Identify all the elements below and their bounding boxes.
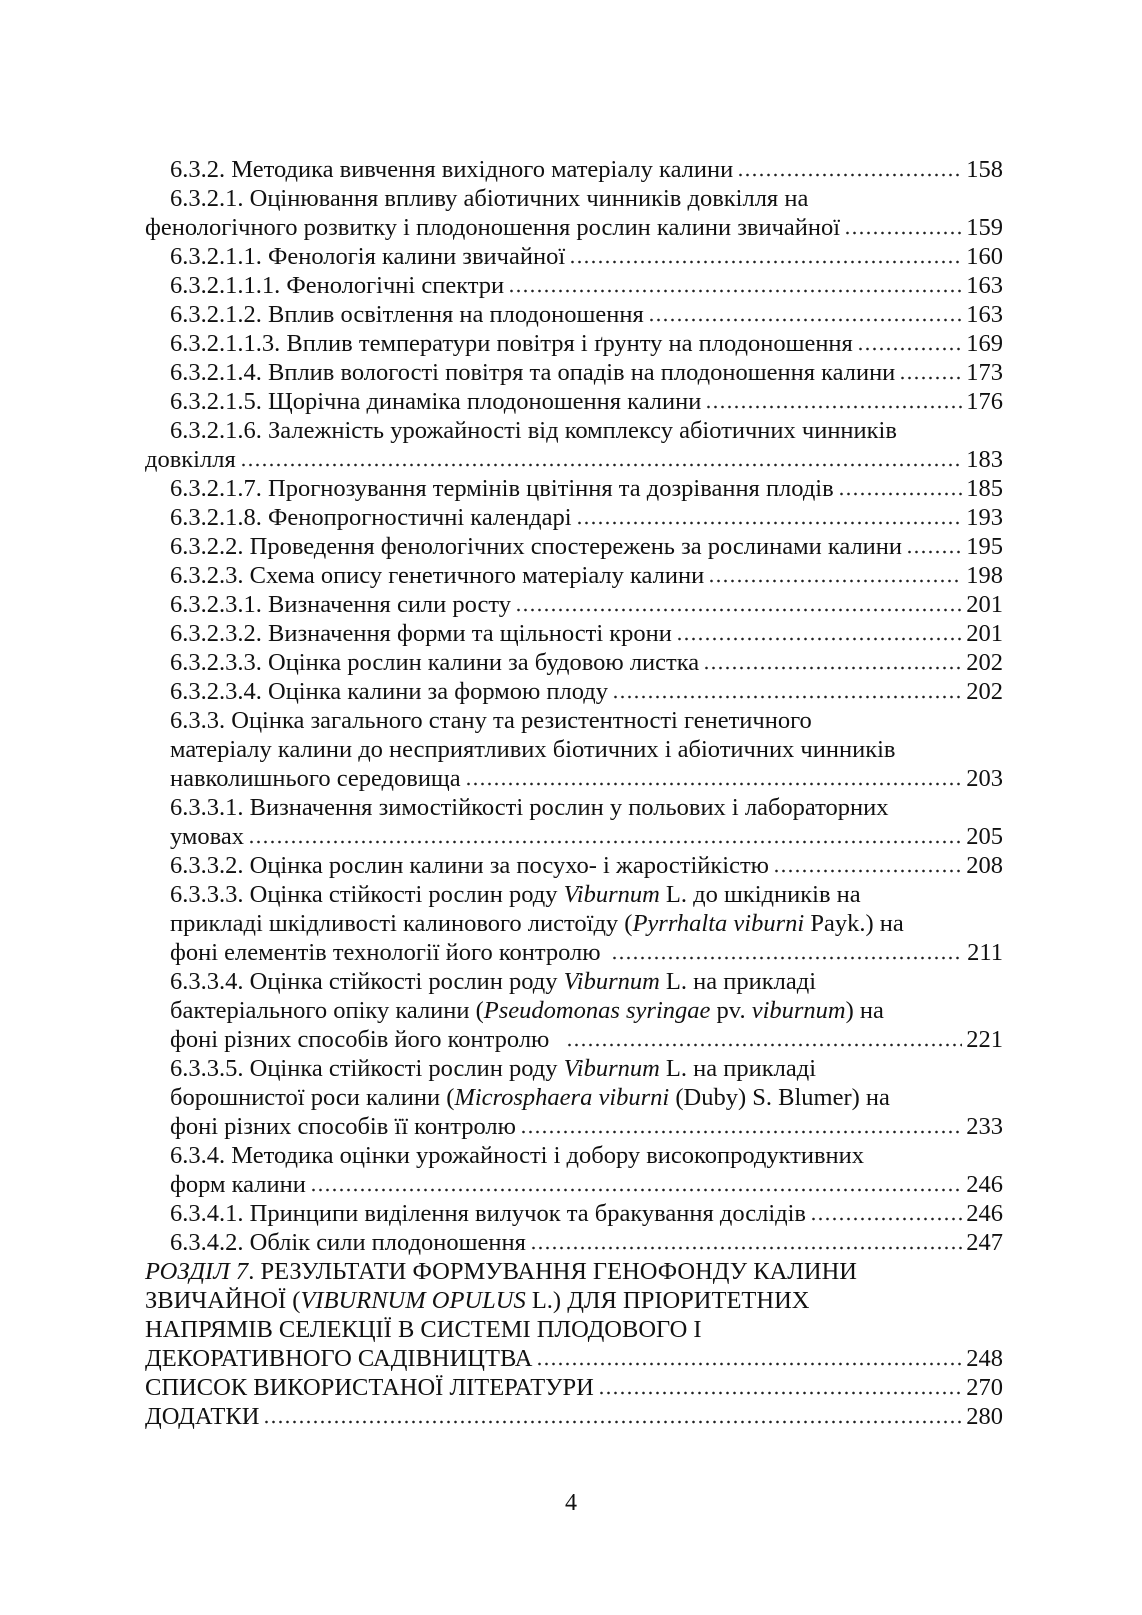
toc-entry-title: фоні елементів технології його контролю: [170, 939, 607, 966]
dot-leader: [899, 376, 962, 380]
toc-entry-page: 280: [966, 1403, 1003, 1430]
toc-entry-title: 6.3.2.2. Проведення фенологічних спостережень за рослинами калини: [170, 533, 903, 560]
toc-entry-page: 248: [966, 1345, 1003, 1372]
toc-entry: [145, 648, 1003, 677]
toc-entry-title: умовах: [170, 823, 245, 850]
dot-leader: [906, 550, 962, 554]
toc-entry-title: 6.3.2.1.1.3. Вплив температури повітря і ґрунту на плодоношення: [170, 330, 853, 357]
toc-entry: [145, 1141, 1003, 1170]
toc-entry-page: 160: [966, 243, 1003, 270]
toc-entry: [145, 1315, 1003, 1344]
toc-entry-title: 6.3.2.1.4. Вплив вологості повітря та опадів на плодоношення калини: [170, 359, 896, 386]
toc-entry-title: бактеріального опіку калини (Pseudomonas syringae pv. viburnum) на: [170, 997, 884, 1024]
toc-entry-title: 6.3.2.1. Оцінювання впливу абіотичних чинників довкілля на: [170, 185, 809, 212]
toc-entry-page: 176: [966, 388, 1003, 415]
toc-entry-title: навколишнього середовища: [170, 765, 461, 792]
dot-leader: [611, 956, 963, 960]
toc-entry: [145, 996, 1003, 1025]
toc-entry-title: 6.3.2.1.5. Щорічна динаміка плодоношення калини: [170, 388, 702, 415]
toc-entry: [145, 1054, 1003, 1083]
toc-entry: [145, 474, 1003, 503]
dot-leader: [508, 289, 962, 293]
dot-leader: [708, 579, 962, 583]
toc-entry-title: 6.3.3.1. Визначення зимостійкості рослин у польових і лабораторних: [170, 794, 889, 821]
toc-entry-title: довкілля: [145, 446, 236, 473]
toc-entry-page: 183: [966, 446, 1003, 473]
dot-leader: [515, 608, 962, 612]
toc-entry: [145, 1112, 1003, 1141]
toc-entry: [145, 1083, 1003, 1112]
toc-entry: [145, 155, 1003, 184]
toc-entry: [145, 503, 1003, 532]
toc-entry-title: 6.3.3.4. Оцінка стійкості рослин роду Viburnum L. на прикладі: [170, 968, 816, 995]
toc-entry-title: 6.3.2.3.2. Визначення форми та щільності крони: [170, 620, 672, 647]
toc-entry-title: 6.3.3.3. Оцінка стійкості рослин роду Viburnum L. до шкідників на: [170, 881, 861, 908]
dot-leader: [536, 1362, 962, 1366]
toc-entry-page: 201: [966, 620, 1003, 647]
toc-entry-title: фоні різних способів його контролю: [170, 1026, 562, 1053]
toc-entry-page: 193: [966, 504, 1003, 531]
toc-entry-title: РОЗДІЛ 7. РЕЗУЛЬТАТИ ФОРМУВАННЯ ГЕНОФОНДУ КАЛИНИ: [145, 1258, 858, 1285]
toc-entry-page: 246: [966, 1171, 1003, 1198]
toc-entry-title: 6.3.3.5. Оцінка стійкості рослин роду Viburnum L. на прикладі: [170, 1055, 816, 1082]
toc-entry-title: борошнистої роси калини (Microsphaera viburni (Duby) S. Blumer) на: [170, 1084, 890, 1111]
toc-entry-page: 211: [967, 939, 1003, 966]
toc-entry-page: 208: [966, 852, 1003, 879]
toc-entry-title: 6.3.3. Оцінка загального стану та резистентності генетичного: [170, 707, 812, 734]
dot-leader: [648, 318, 963, 322]
dot-leader: [773, 869, 962, 873]
toc-entry: [145, 300, 1003, 329]
toc-entry: [145, 271, 1003, 300]
toc-entry: [145, 184, 1003, 213]
toc-entry: [145, 532, 1003, 561]
toc-entry-title: 6.3.4.1. Принципи виділення вилучок та бракування дослідів: [170, 1200, 806, 1227]
toc-entry-page: 198: [966, 562, 1003, 589]
toc-entry-title: 6.3.2.1.1. Фенологія калини звичайної: [170, 243, 566, 270]
toc-entry: [145, 213, 1003, 242]
toc-entry-page: 233: [966, 1113, 1003, 1140]
toc-entry-page: 205: [966, 823, 1003, 850]
toc-entry: [145, 822, 1003, 851]
toc-entry: [145, 619, 1003, 648]
toc-entry: [145, 1199, 1003, 1228]
toc-entry-title: 6.3.2.1.2. Вплив освітлення на плодоношення: [170, 301, 644, 328]
dot-leader: [857, 347, 962, 351]
page-number: 4: [565, 1490, 577, 1516]
toc-entry-title: ДЕКОРАТИВНОГО САДІВНИЦТВА: [145, 1345, 533, 1372]
toc-entry-page: 185: [966, 475, 1003, 502]
toc-entry: [145, 938, 1003, 967]
toc-entry-page: 163: [966, 272, 1003, 299]
toc-entry: [145, 1257, 1003, 1286]
toc-entry-page: 195: [966, 533, 1003, 560]
dot-leader: [569, 260, 962, 264]
toc-entry: [145, 880, 1003, 909]
dot-leader: [263, 1420, 962, 1424]
toc-entry-title: 6.3.2.3.1. Визначення сили росту: [170, 591, 512, 618]
toc-entry: [145, 1025, 1003, 1054]
toc-entry-page: 163: [966, 301, 1003, 328]
toc-entry-title: ЗВИЧАЙНОЇ (VIBURNUM OPULUS L.) ДЛЯ ПРІОРИТЕТНИХ: [145, 1287, 810, 1314]
toc-entry: [145, 1228, 1003, 1257]
toc-entry-page: 158: [966, 156, 1003, 183]
toc-entry-title: 6.3.2.3.3. Оцінка рослин калини за будовою листка: [170, 649, 700, 676]
toc-entry-page: 246: [966, 1200, 1003, 1227]
toc-entry: [145, 1402, 1003, 1431]
toc-entry: [145, 909, 1003, 938]
toc-entry-title: СПИСОК ВИКОРИСТАНОЇ ЛІТЕРАТУРИ: [145, 1374, 594, 1401]
toc-entry: [145, 793, 1003, 822]
toc-entry-title: 6.3.4.2. Облік сили плодоношення: [170, 1229, 526, 1256]
toc-entry: [145, 590, 1003, 619]
dot-leader: [530, 1246, 962, 1250]
dot-leader: [576, 521, 963, 525]
toc-entry: [145, 764, 1003, 793]
toc-entry: [145, 967, 1003, 996]
dot-leader: [240, 463, 963, 467]
dot-leader: [705, 405, 962, 409]
toc-entry: [145, 416, 1003, 445]
toc-entry: [145, 387, 1003, 416]
toc-entry-title: НАПРЯМІВ СЕЛЕКЦІЇ В СИСТЕМІ ПЛОДОВОГО І: [145, 1316, 702, 1343]
dot-leader: [566, 1043, 963, 1047]
toc-entry-title: 6.3.3.2. Оцінка рослин калини за посухо- і жаростійкістю: [170, 852, 769, 879]
toc-entry-title: 6.3.4. Методика оцінки урожайності і добору високопродуктивних: [170, 1142, 865, 1169]
toc-entry-page: 169: [966, 330, 1003, 357]
toc-entry: [145, 706, 1003, 735]
toc-entry-title: фоні різних способів її контролю: [170, 1113, 516, 1140]
toc-entry-title: 6.3.2. Методика вивчення вихідного матеріалу калини: [170, 156, 734, 183]
dot-leader: [737, 173, 962, 177]
dot-leader: [310, 1188, 962, 1192]
toc-entry-page: 221: [966, 1026, 1003, 1053]
toc-entry-title: ДОДАТКИ: [145, 1403, 260, 1430]
toc-entry: [145, 329, 1003, 358]
dot-leader: [838, 492, 963, 496]
toc-entry-title: прикладі шкідливості калинового листоїду (Pyrrhalta viburni Payk.) на: [170, 910, 904, 937]
toc-entry-title: матеріалу калини до несприятливих біотичних і абіотичних чинників: [170, 736, 896, 763]
toc-entry-page: 173: [966, 359, 1003, 386]
toc-entry-page: 203: [966, 765, 1003, 792]
toc-entry-title: 6.3.2.1.6. Залежність урожайності від комплексу абіотичних чинників: [170, 417, 897, 444]
toc-entry-title: 6.3.2.1.8. Фенопрогностичні календарі: [170, 504, 572, 531]
toc-entry: [145, 735, 1003, 764]
toc-entry: [145, 1344, 1003, 1373]
table-of-contents: [145, 155, 1003, 1431]
toc-entry-page: 202: [966, 678, 1003, 705]
toc-entry-title: 6.3.2.3.4. Оцінка калини за формою плоду: [170, 678, 609, 705]
dot-leader: [810, 1217, 962, 1221]
dot-leader: [676, 637, 962, 641]
toc-entry-page: 159: [966, 214, 1003, 241]
dot-leader: [248, 840, 962, 844]
toc-entry: [145, 677, 1003, 706]
dot-leader: [703, 666, 962, 670]
toc-entry: [145, 358, 1003, 387]
toc-entry: [145, 1373, 1003, 1402]
toc-entry-page: 201: [966, 591, 1003, 618]
dot-leader: [598, 1391, 962, 1395]
toc-entry: [145, 1286, 1003, 1315]
toc-entry: [145, 851, 1003, 880]
toc-entry-title: 6.3.2.1.1.1. Фенологічні спектри: [170, 272, 505, 299]
toc-entry-title: форм калини: [170, 1171, 306, 1198]
toc-entry-page: 270: [966, 1374, 1003, 1401]
toc-entry-title: фенологічного розвитку і плодоношення рослин калини звичайної: [145, 214, 841, 241]
dot-leader: [844, 231, 962, 235]
toc-entry: [145, 242, 1003, 271]
dot-leader: [612, 695, 962, 699]
toc-entry: [145, 445, 1003, 474]
toc-entry-page: 202: [966, 649, 1003, 676]
toc-entry-title: 6.3.2.3. Схема опису генетичного матеріалу калини: [170, 562, 705, 589]
dot-leader: [520, 1130, 962, 1134]
toc-entry-title: 6.3.2.1.7. Прогнозування термінів цвітіння та дозрівання плодів: [170, 475, 834, 502]
toc-entry: [145, 1170, 1003, 1199]
toc-entry-page: 247: [966, 1229, 1003, 1256]
dot-leader: [465, 782, 963, 786]
toc-entry: [145, 561, 1003, 590]
